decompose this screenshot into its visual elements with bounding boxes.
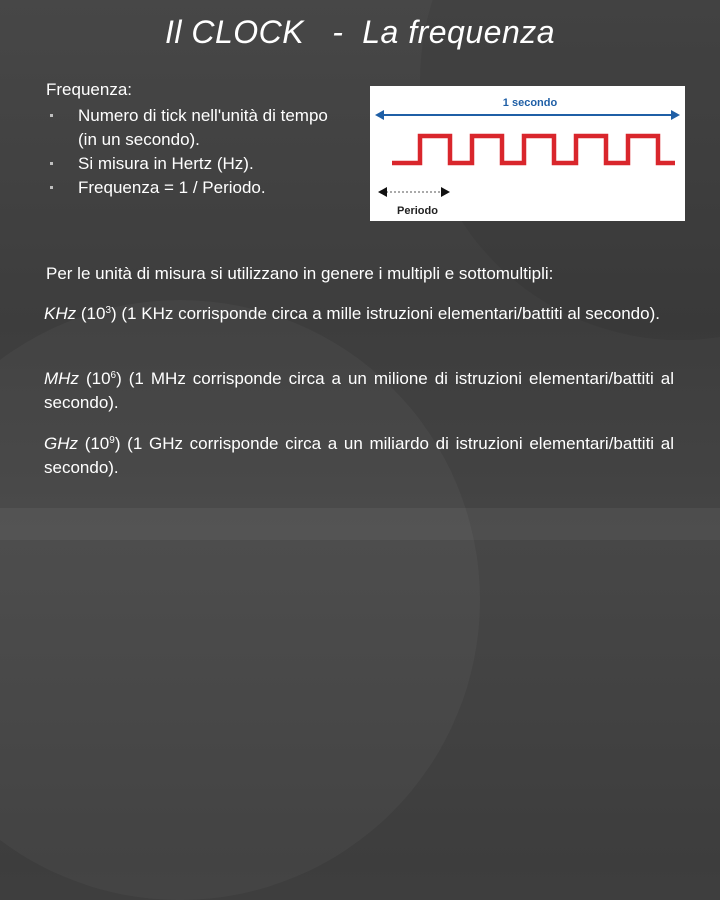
title-separator: - — [332, 14, 344, 50]
square-wave — [392, 136, 675, 163]
one-second-arrow-icon — [375, 110, 680, 120]
waveform-svg — [370, 86, 685, 221]
unit-mhz — [44, 367, 674, 415]
unit-name: GHz — [44, 434, 78, 453]
unit-exponent: 6 — [110, 370, 117, 381]
unit-base: (10 — [84, 434, 110, 453]
unit-exponent: 9 — [109, 435, 115, 446]
unit-name: KHz — [44, 304, 77, 323]
unit-ghz — [44, 432, 674, 480]
unit-close: ) — [114, 434, 121, 453]
frequency-definition — [46, 78, 346, 200]
period-label: Periodo — [397, 205, 438, 217]
bullet-icon — [50, 162, 53, 165]
unit-close: ) — [116, 369, 122, 388]
list-item — [46, 176, 346, 200]
title-main: Il CLOCK — [164, 14, 305, 50]
unit-exponent: 3 — [105, 305, 111, 316]
slide-title — [0, 14, 720, 51]
bullet-text: Si misura in Hertz (Hz). — [78, 154, 254, 173]
unit-description: (1 KHz corrisponde circa a mille istruzioni elementari/battiti al secondo). — [116, 304, 660, 323]
one-second-label: 1 secondo — [502, 97, 558, 109]
unit-description: (1 MHz corrisponde circa a un milione di istruzioni elementari/battiti al secondo). — [44, 369, 674, 412]
unit-close: ) — [111, 304, 117, 323]
period-arrow-icon — [378, 187, 450, 197]
unit-base: (10 — [85, 369, 111, 388]
unit-base: (10 — [80, 304, 106, 323]
definition-heading: Frequenza: — [46, 80, 132, 99]
clock-waveform-figure — [370, 86, 685, 221]
bullet-icon — [50, 114, 53, 117]
background-footer-band — [0, 508, 720, 540]
unit-khz — [44, 302, 674, 326]
definition-list — [46, 104, 346, 200]
unit-name: MHz — [44, 369, 79, 388]
title-subtitle: La frequenza — [362, 14, 556, 50]
bullet-text: Frequenza = 1 / Periodo. — [78, 178, 266, 197]
bullet-icon — [50, 186, 53, 189]
list-item — [46, 104, 346, 152]
units-intro-text: Per le unità di misura si utilizzano in genere i multipli e sottomultipli: — [46, 264, 554, 283]
list-item — [46, 152, 346, 176]
unit-description: (1 GHz corrisponde circa a un miliardo di istruzioni elementari/battiti al secondo). — [44, 434, 674, 477]
bullet-text: Numero di tick nell'unità di tempo (in un secondo). — [78, 106, 328, 149]
